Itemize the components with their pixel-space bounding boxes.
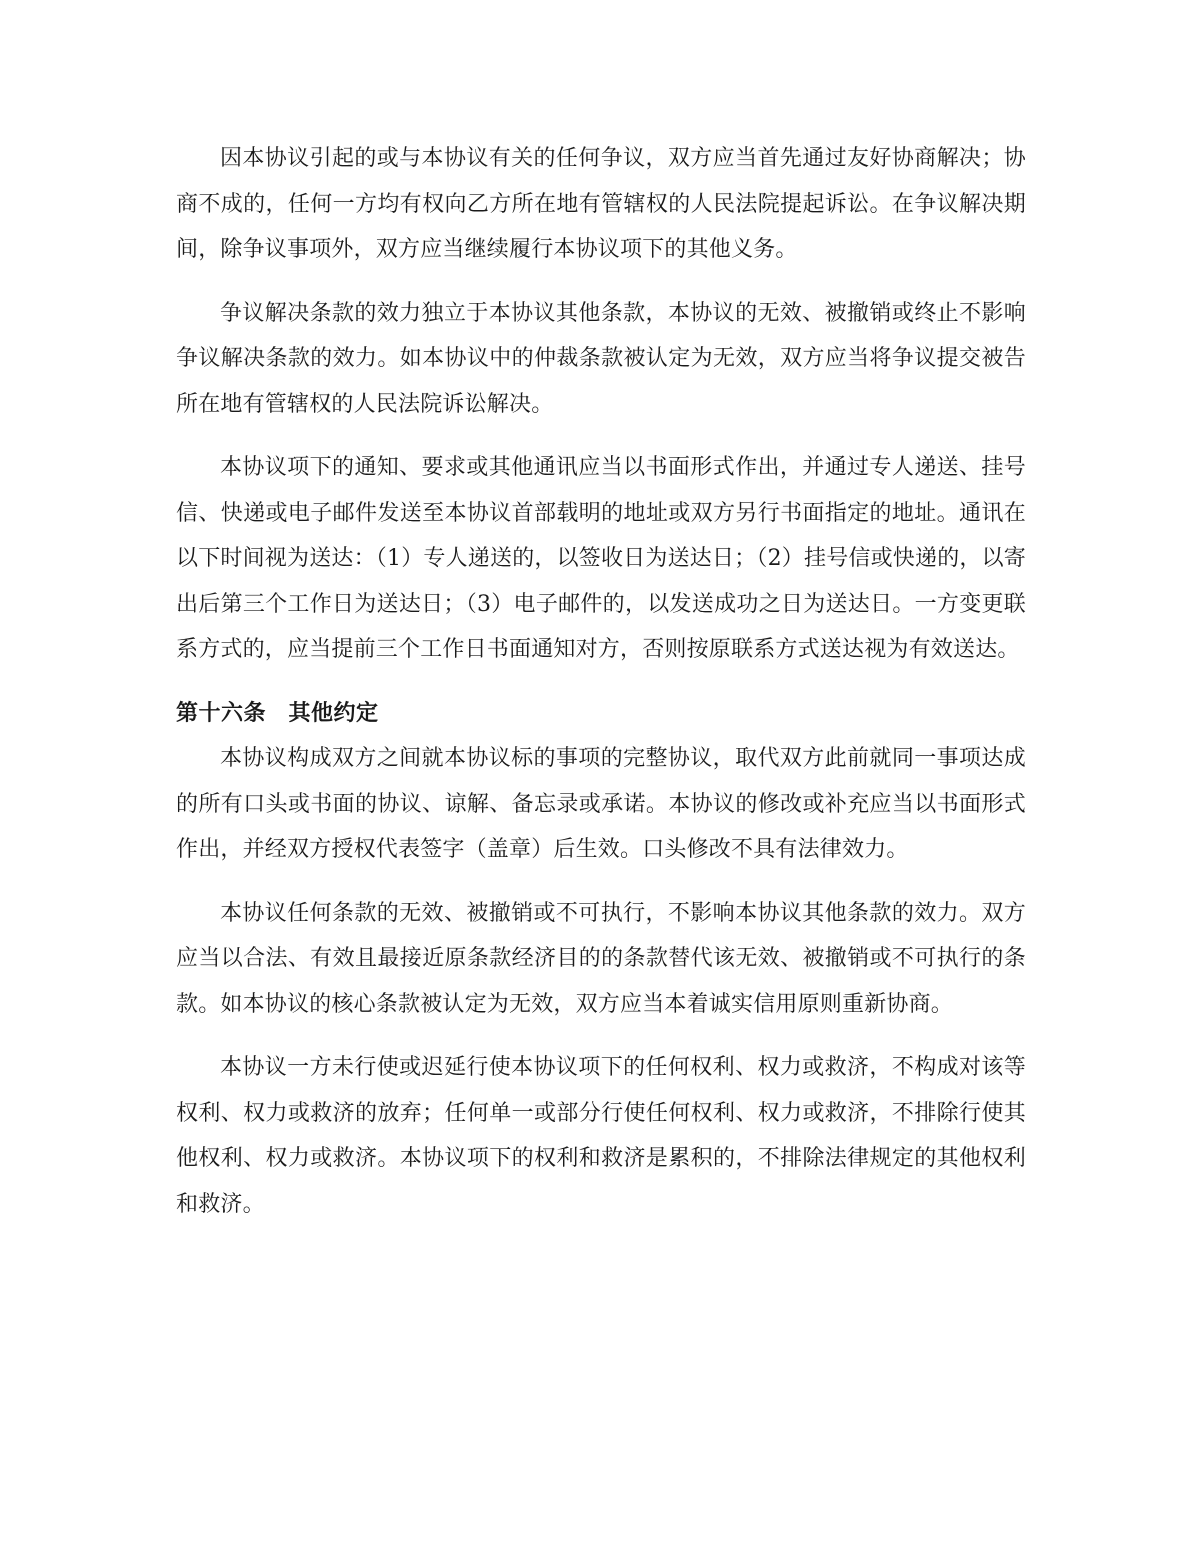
paragraph-entire-agreement: 本协议构成双方之间就本协议标的事项的完整协议，取代双方此前就同一事项达成的所有口头或书面的协议、谅解、备忘录或承诺。本协议的修改或补充应当以书面形式作出，并经双方授权代表签字（盖章）后生效。口头修改不具有法律效力。 (176, 746, 1026, 862)
section-heading: 第十六条 其他约定 (176, 700, 379, 726)
paragraph-dispute-clause-independence: 争议解决条款的效力独立于本协议其他条款，本协议的无效、被撤销或终止不影响争议解决条款的效力。如本协议中的仲裁条款被认定为无效，双方应当将争议提交被告所在地有管辖权的人民法院诉讼解决。 (176, 300, 1026, 417)
paragraph-severability: 本协议任何条款的无效、被撤销或不可执行，不影响本协议其他条款的效力。双方应当以合法、有效且最接近原条款经济目的的条款替代该无效、被撤销或不可执行的条款。如本协议的核心条款被认定为无效，双方应当本着诚实信用原则重新协商。 (176, 900, 1026, 1017)
paragraph-waiver: 本协议一方未行使或迟延行使本协议项下的任何权利、权力或救济，不构成对该等权利、权力或救济的放弃；任何单一或部分行使任何权利、权力或救济，不排除行使其他权利、权力或救济。本协议项下的权利和救济是累积的，不排除法律规定的其他权利和救济。 (176, 1055, 1026, 1217)
document-body (176, 136, 1026, 1245)
paragraph-notices: 本协议项下的通知、要求或其他通讯应当以书面形式作出，并通过专人递送、挂号信、快递或电子邮件发送至本协议首部载明的地址或双方另行书面指定的地址。通讯在以下时间视为送达：（1）专人递送的，以签收日为送达日；（2）挂号信或快递的，以寄出后第三个工作日为送达日；（3）电子邮件的，以发送成功之日为送达日。一方变更联系方式的，应当提前三个工作日书面通知对方，否则按原联系方式送达视为有效送达。 (176, 455, 1026, 662)
paragraph-dispute-resolution: 因本协议引起的或与本协议有关的任何争议，双方应当首先通过友好协商解决；协商不成的，任何一方均有权向乙方所在地有管辖权的人民法院提起诉讼。在争议解决期间，除争议事项外，双方应当继续履行本协议项下的其他义务。 (176, 146, 1026, 262)
